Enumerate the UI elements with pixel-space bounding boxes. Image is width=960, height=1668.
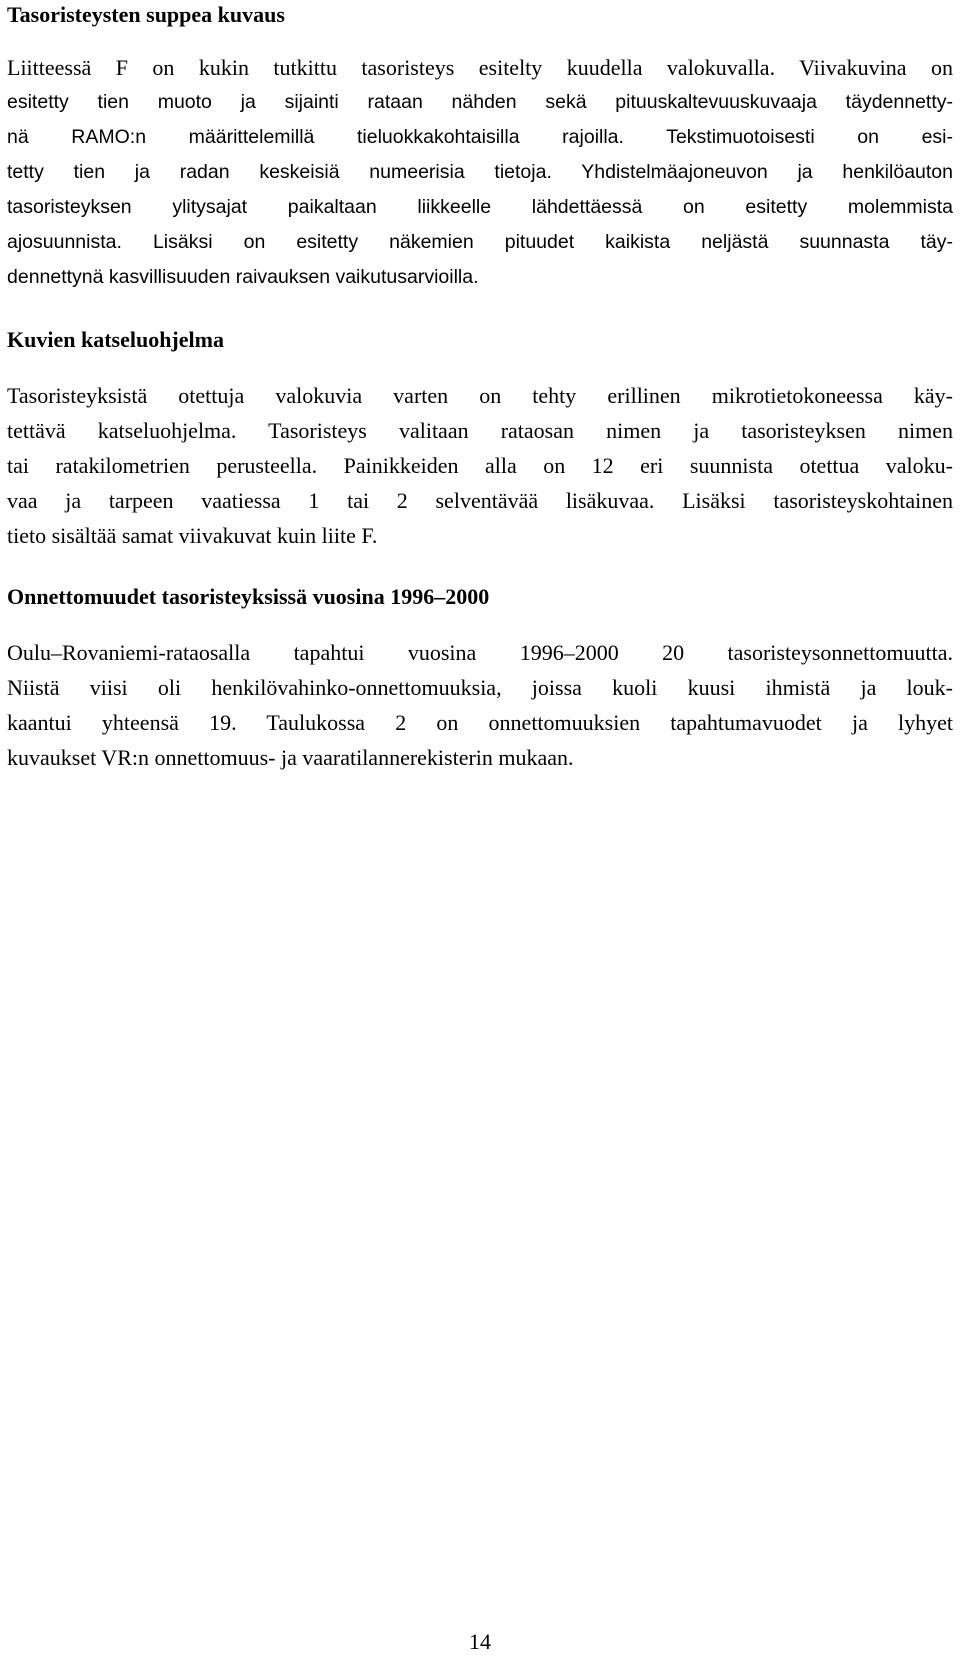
paragraph bbox=[7, 50, 953, 295]
text-line: tettävä katseluohjelma. Tasoristeys valitaan rataosan nimen ja tasoristeyksen nimen bbox=[7, 418, 953, 443]
paragraph bbox=[7, 378, 953, 553]
text-line: kuvaukset VR:n onnettomuus- ja vaaratilannerekisterin mukaan. bbox=[7, 745, 574, 770]
paragraph bbox=[7, 635, 953, 775]
text-line: Niistä viisi oli henkilövahinko-onnettomuuksia, joissa kuoli kuusi ihmistä ja louk- bbox=[7, 675, 953, 700]
section-heading: Kuvien katseluohjelma bbox=[7, 327, 224, 352]
section-heading: Tasoristeysten suppea kuvaus bbox=[7, 2, 285, 27]
text-line: esitetty tien muoto ja sijainti rataan nähden sekä pituuskaltevuuskuvaaja täydennetty- bbox=[7, 91, 953, 113]
text-line: Tasoristeyksistä otettuja valokuvia varten on tehty erillinen mikrotietokoneessa käy- bbox=[7, 383, 953, 408]
text-line: tasoristeyksen ylitysajat paikaltaan liikkeelle lähdettäessä on esitetty molemmista bbox=[7, 196, 953, 218]
text-line: tai ratakilometrien perusteella. Painikkeiden alla on 12 eri suunnista otettua valoku- bbox=[7, 453, 953, 478]
text-line: tetty tien ja radan keskeisiä numeerisia tietoja. Yhdistelmäajoneuvon ja henkilöauton bbox=[7, 161, 953, 183]
text-line: Oulu–Rovaniemi-rataosalla tapahtui vuosina 1996–2000 20 tasoristeysonnettomuutta. bbox=[7, 640, 953, 665]
text-line: Liitteessä F on kukin tutkittu tasoristeys esitelty kuudella valokuvalla. Viivakuvina on bbox=[7, 55, 953, 80]
section-heading: Onnettomuudet tasoristeyksissä vuosina 1996–2000 bbox=[7, 584, 490, 609]
text-line: tieto sisältää samat viivakuvat kuin liite F. bbox=[7, 523, 378, 548]
text-line: dennettynä kasvillisuuden raivauksen vaikutusarvioilla. bbox=[7, 266, 479, 288]
page-number: 14 bbox=[469, 1629, 491, 1654]
text-line: kaantui yhteensä 19. Taulukossa 2 on onnettomuuksien tapahtumavuodet ja lyhyet bbox=[7, 710, 953, 735]
text-line: nä RAMO:n määrittelemillä tieluokkakohtaisilla rajoilla. Tekstimuotoisesti on esi- bbox=[7, 126, 953, 148]
text-line: vaa ja tarpeen vaatiessa 1 tai 2 selventävää lisäkuvaa. Lisäksi tasoristeyskohtainen bbox=[7, 488, 953, 513]
text-line: ajosuunnista. Lisäksi on esitetty näkemien pituudet kaikista neljästä suunnasta täy- bbox=[7, 231, 953, 253]
